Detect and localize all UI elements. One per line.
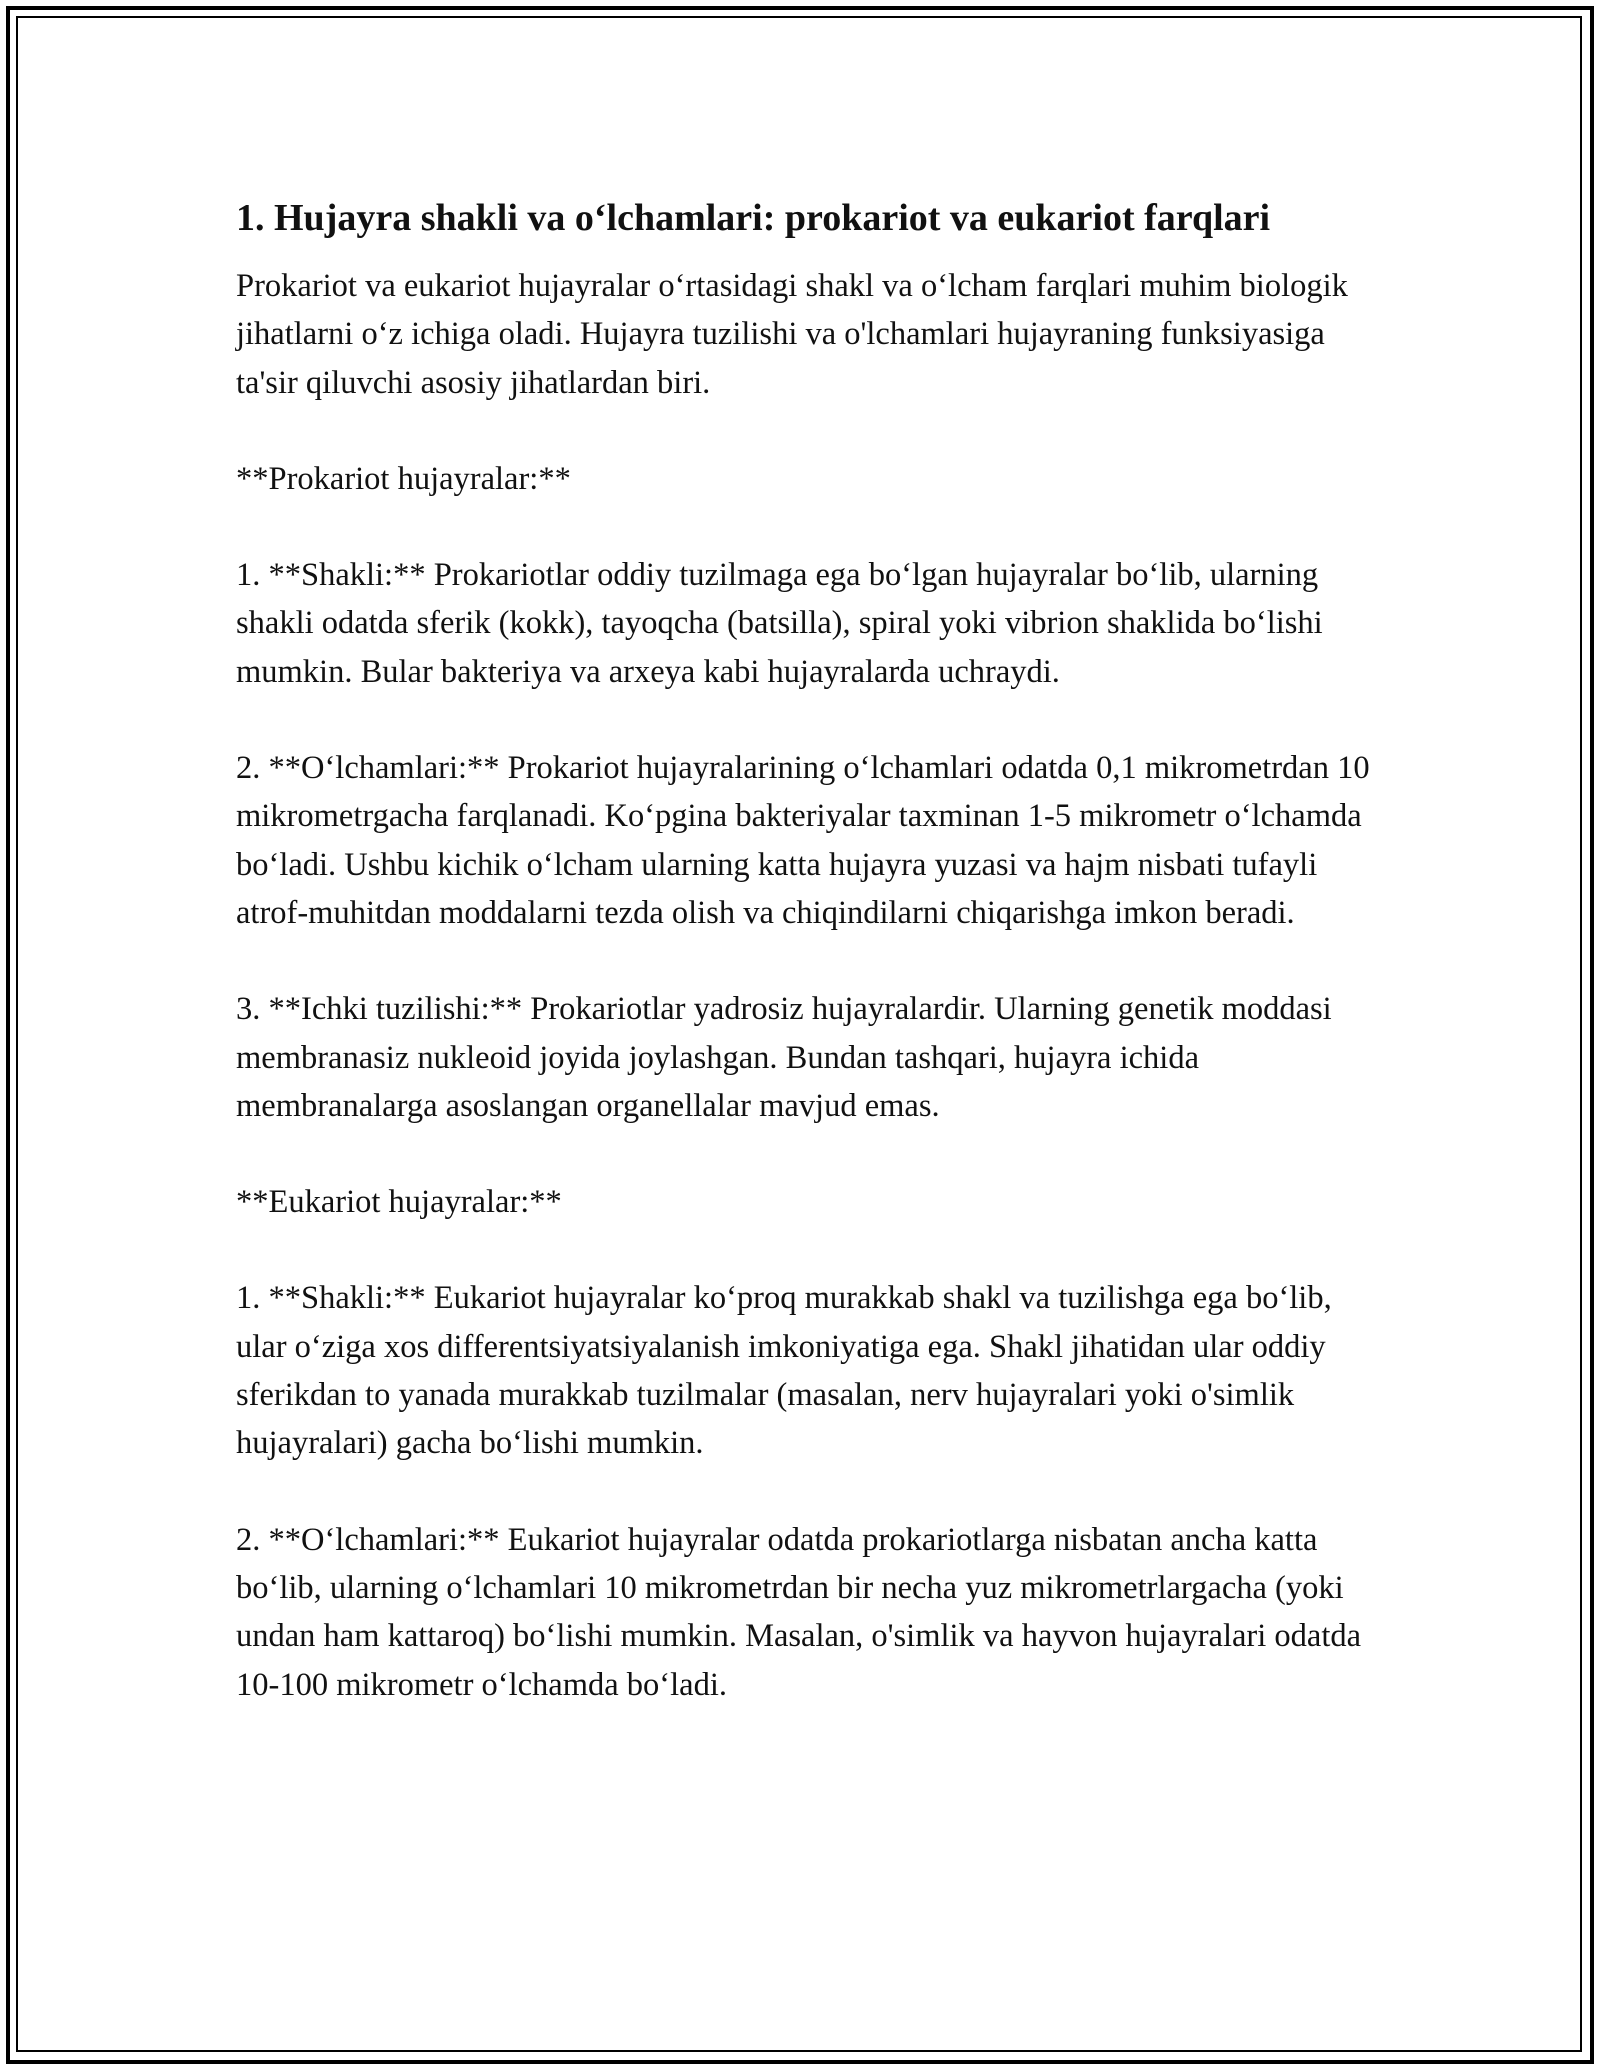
prokaryote-title: **Prokariot hujayralar:** xyxy=(236,460,571,497)
prokaryote-shape-paragraph: 1. **Shakli:** Prokariotlar oddiy tuzilmaga ega bo‘lgan hujayralar bo‘lib, ularning shakli odatda sferik (kokk), tayoqcha (batsilla), spiral yoki vibrion shaklida bo‘lishi mumkin. Bular bakteriya va arxeya kabi hujayralarda uchraydi. xyxy=(236,557,1323,690)
eukaryote-size-paragraph: 2. **O‘lchamlari:** Eukariot hujayralar odatda prokariotlarga nisbatan ancha katta bo‘lib, ularning o‘lchamlari 10 mikrometrdan bir necha yuz mikrometrlargacha (yoki undan ham kattaroq) bo‘lishi mumkin. Masalan, o'simlik va hayvon hujayralari odatda 10-100 mikrometr o‘lchamda bo‘ladi. xyxy=(236,1521,1362,1703)
intro-paragraph: Prokariot va eukariot hujayralar o‘rtasidagi shakl va o‘lcham farqlari muhim biologik jihatlarni o‘z ichiga oladi. Hujayra tuzilishi va o'lchamlari hujayraning funksiyasiga ta'sir qiluvchi asosiy jihatlardan biri. xyxy=(236,268,1348,401)
prokaryote-size-paragraph: 2. **O‘lchamlari:** Prokariot hujayralarining o‘lchamlari odatda 0,1 mikrometrdan 10 mikrometrgacha farqlanadi. Ko‘pgina bakteriyalar taxminan 1-5 mikrometr o‘lchamda bo‘ladi. Ushbu kichik o‘lcham ularning katta hujayra yuzasi va hajm nisbati tufayli atrof-muhitdan moddalarni tezda olish va chiqindilarni chiqarishga imkon beradi. xyxy=(236,750,1370,931)
document-body xyxy=(236,190,1386,1757)
eukaryote-title: **Eukariot hujayralar:** xyxy=(236,1184,562,1221)
prokaryote-structure-paragraph: 3. **Ichki tuzilishi:** Prokariotlar yadrosiz hujayralardir. Ularning genetik moddasi membranasiz nukleoid joyida joylashgan. Bundan tashqari, hujayra ichida membranalarga asoslangan organellalar mavjud emas. xyxy=(236,991,1332,1124)
eukaryote-shape-paragraph: 1. **Shakli:** Eukariot hujayralar ko‘proq murakkab shakl va tuzilishga ega bo‘lib, ular o‘ziga xos differentsiyatsiyalanish imkoniyatiga ega. Shakl jihatidan ular oddiy sferikdan to yanada murakkab tuzilmalar (masalan, nerv hujayralari yoki o'simlik hujayralari) gacha bo‘lishi mumkin. xyxy=(236,1280,1332,1462)
section-heading: 1. Hujayra shakli va o‘lchamlari: prokariot va eukariot farqlari xyxy=(236,197,1271,239)
